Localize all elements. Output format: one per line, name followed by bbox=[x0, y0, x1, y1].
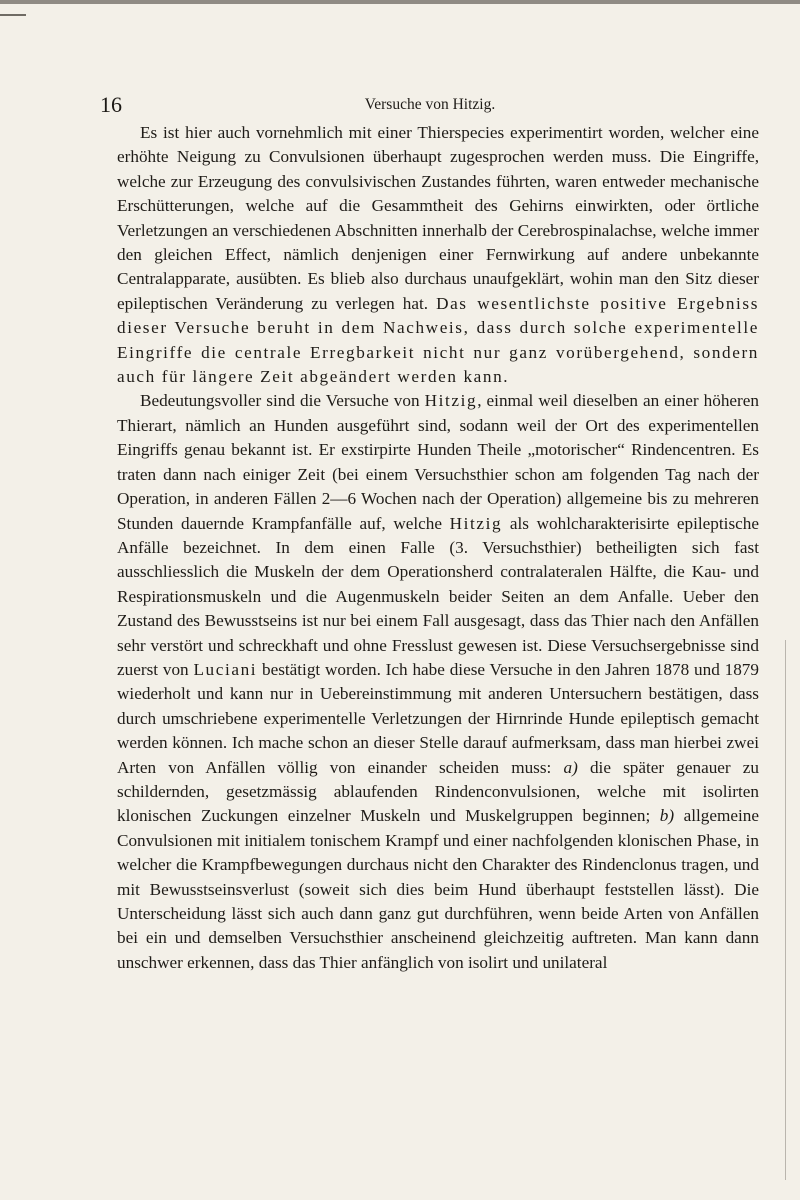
scan-edge-line bbox=[785, 640, 786, 1180]
paragraph-text: Es ist hier auch vornehmlich mit einer Thierspecies experimentirt worden, welcher eine erhöhte Neigung zu Convulsionen überhaupt zugesprochen werden muss. Die Eingriffe, welche zur Erzeugung des convulsivischen Zustandes führten, waren entweder mechanische Erschütterungen, welche auf die Gesammtheit des Gehirns einwirkten, oder örtliche Verletzungen an verschiedenen Abschnitten innerhalb der Cerebrospinalachse, welche immer den gleichen Effect, nämlich denjenigen einer Fernwirkung auf andere unbekannte Centralapparate, ausübten. Es blieb also durchaus unaufgeklärt, wohin man den Sitz dieser epileptischen Veränderung zu verlegen hat. bbox=[117, 123, 759, 313]
author-name: Hitzig bbox=[424, 391, 478, 411]
paragraph-2 bbox=[117, 389, 759, 975]
author-name: Hitzig bbox=[449, 513, 503, 533]
paragraph-text: allgemeine Convulsionen mit initialem tonischem Krampf und einer nachfolgenden klonischen Phase, in welcher die Krampfbewegungen durchaus nicht den Charakter des Rindenclonus tragen, und mit Bewusstseinsverlust (soweit sich dies beim Hund überhaupt feststellen lässt). Die Unterscheidung lässt sich auch dann ganz gut durchführen, wenn beide Arten von Anfällen bei ein und demselben Versuchsthier anscheinend gleichzeitig auftreten. Man kann dann unschwer erkennen, dass das Thier anfänglich von isolirt und unilateral bbox=[117, 806, 759, 972]
paragraph-text: , einmal weil dieselben an einer höheren Thierart, nämlich an Hunden ausgeführt sind, sodann weil der Ort des experimentellen Eingriffs genau bekannt ist. Er exstirpirte Hunden Theile „motorischer“ Rindencentren. Es traten dann nach einiger Zeit (bei einem Versuchsthier schon am folgenden Tag nach der Operation, in anderen Fällen 2—6 Wochen nach der Operation) allgemeine bis zu mehreren Stunden dauernde Krampfanfälle auf, welche bbox=[117, 391, 759, 533]
paragraph-text: die später genauer zu schildernden, gesetzmässig ablaufenden Rindenconvulsionen, welche mit isolirten klonischen Zuckungen einzelner Muskeln und Muskelgruppen beginnen; bbox=[117, 757, 759, 826]
page-number: 16 bbox=[100, 92, 122, 117]
paragraph-text: als wohlcharakterisirte epileptische Anfälle bezeichnet. In dem einen Falle (3. Versuchsthier) betheiligten sich fast ausschliesslich die Muskeln der dem Operationsherd contralateralen Hälfte, die Kau- und Respirationsmuskeln und die Augenmuskeln beider Seiten an dem Anfalle. Ueber den Zustand des Bewusstseins ist nur bei einem Fall ausgesagt, dass das Thier nach den Anfällen sehr verstört und schreckhaft und ohne Fresslust gewesen ist. Diese Versuchsergebnisse sind zuerst von bbox=[117, 513, 759, 679]
paragraph-text: Bedeutungsvoller sind die Versuche von bbox=[140, 391, 425, 411]
page-header bbox=[100, 92, 760, 122]
emphasized-text: Das wesentlichste positive Ergebniss dieser Versuche beruht in dem Nachweis, dass durch solche experimentelle Eingriffe die centrale Erregbarkeit nicht nur ganz vorübergehend, sondern auch für längere Zeit abgeändert werden kann. bbox=[117, 293, 759, 387]
paragraph-text: bestätigt worden. Ich habe diese Versuche in den Jahren 1878 und 1879 wiederholt und kann nur in Uebereinstimmung mit anderen Untersuchern bestätigen, dass durch umschriebene experimentelle Verletzungen der Hirnrinde Hunde epileptisch gemacht werden können. Ich mache schon an dieser Stelle darauf aufmerksam, dass man hierbei zwei Arten von Anfällen völlig von einander scheiden muss: bbox=[117, 659, 759, 777]
page-top-edge bbox=[0, 0, 800, 4]
list-marker: a) bbox=[563, 757, 578, 777]
author-name: Luciani bbox=[193, 659, 258, 679]
scan-corner-mark bbox=[0, 14, 26, 16]
body-text bbox=[117, 121, 759, 975]
running-head: Versuche von Hitzig. bbox=[364, 96, 496, 113]
list-marker: b) bbox=[659, 806, 675, 826]
paragraph-1 bbox=[117, 121, 759, 389]
